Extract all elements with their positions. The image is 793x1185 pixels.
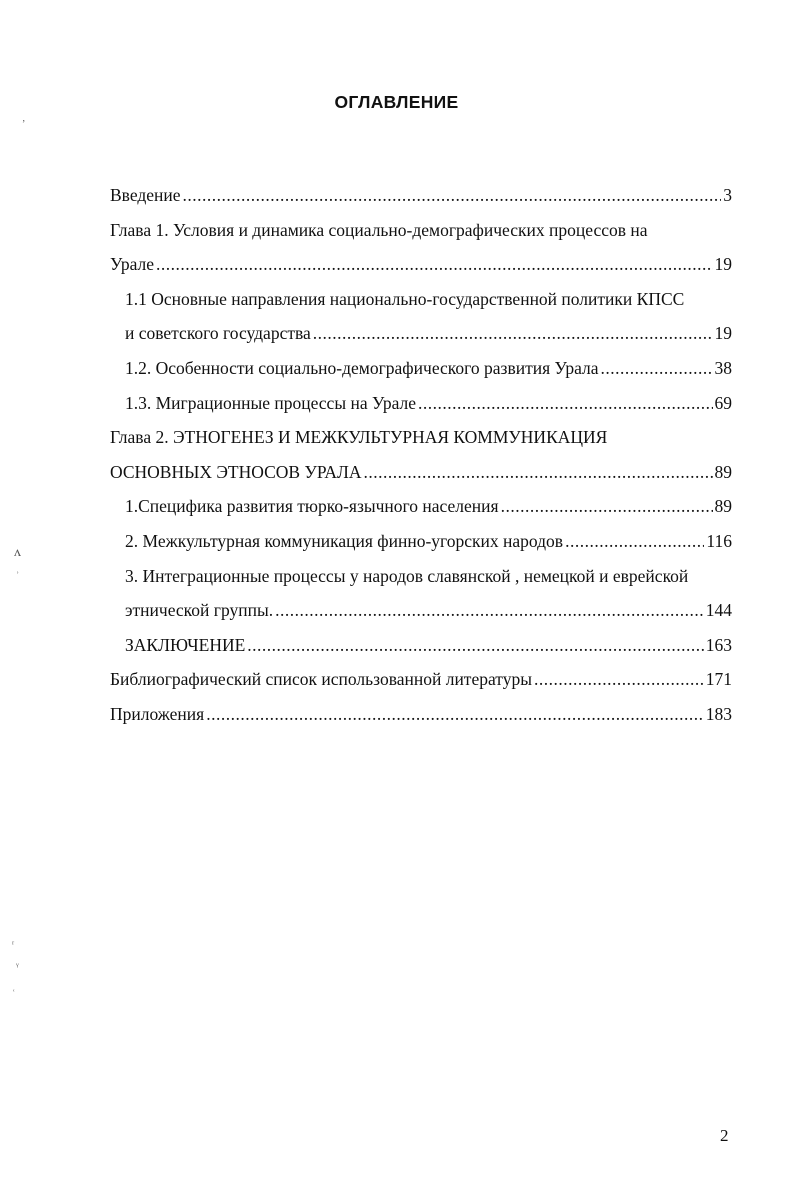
toc-entry-text: 1.2. Особенности социально-демографического развития Урала — [125, 357, 599, 378]
toc-entry-section-2-3-line1: 3. Интеграционные процессы у народов славянской , немецкой и еврейской — [125, 565, 689, 586]
dot-leader — [364, 455, 713, 490]
toc-page-number: 19 — [714, 254, 732, 275]
dot-leader — [418, 386, 713, 421]
dot-leader — [501, 489, 713, 524]
dot-leader — [313, 316, 713, 351]
scan-speck: ʼ — [22, 119, 26, 130]
toc-page-number: 163 — [705, 634, 732, 655]
toc-entry-section-2-1 — [110, 489, 732, 524]
toc-entry-section-2-3 — [110, 593, 732, 628]
toc-page-number: 38 — [714, 357, 732, 378]
scan-speck: ʾ — [16, 571, 20, 582]
toc-page-number: 183 — [705, 703, 732, 724]
toc-page-number: 3 — [723, 185, 732, 205]
toc-page-number: 19 — [714, 323, 732, 344]
page-title: ОГЛАВЛЕНИЕ — [334, 92, 459, 112]
dot-leader — [534, 662, 704, 697]
toc-entry-section-2-2 — [110, 524, 732, 559]
toc-entry-chapter-2 — [110, 455, 732, 490]
toc-page-number: 89 — [714, 496, 732, 517]
toc-entry-text: ЗАКЛЮЧЕНИЕ — [125, 634, 246, 655]
toc-entry-introduction — [110, 178, 732, 213]
dot-leader — [206, 697, 704, 732]
toc-entry-section-1-3 — [110, 386, 732, 421]
toc-entry-text: Урале — [110, 254, 155, 275]
dot-leader — [183, 178, 722, 213]
toc-entry-text: Введение — [110, 185, 181, 205]
toc-page-number: 89 — [714, 461, 732, 482]
toc-entry-section-1-2 — [110, 351, 732, 386]
toc-entry-conclusion — [110, 628, 732, 663]
toc-entry-text: 1.Специфика развития тюрко-язычного населения — [125, 496, 499, 517]
toc-page-number: 69 — [714, 392, 732, 413]
page-number: 2 — [720, 1126, 729, 1145]
dot-leader — [601, 351, 713, 386]
toc-page-number: 171 — [705, 669, 732, 690]
scan-speck: ʿ — [12, 989, 16, 1000]
table-of-contents — [110, 178, 732, 732]
toc-entry-text: 2. Межкультурная коммуникация финно-угорских народов — [125, 530, 564, 551]
dot-leader — [247, 628, 703, 663]
toc-entry-text: и советского государства — [125, 323, 311, 344]
toc-entry-section-1-1 — [110, 316, 732, 351]
dot-leader — [275, 593, 704, 628]
toc-entry-chapter-1 — [110, 247, 732, 282]
dot-leader — [565, 524, 704, 559]
dot-leader — [156, 247, 712, 282]
scan-speck: ʳ — [12, 939, 15, 950]
toc-entry-text: этнической группы. — [125, 600, 274, 621]
toc-page-number: 116 — [706, 530, 732, 551]
toc-entry-text: ОСНОВНЫХ ЭТНОСОВ УРАЛА — [110, 461, 362, 482]
toc-entry-text: 1.3. Миграционные процессы на Урале — [125, 392, 416, 413]
scan-speck: ᴧ — [14, 545, 21, 560]
toc-entry-appendices — [110, 697, 732, 732]
toc-entry-text: Приложения — [110, 703, 205, 724]
toc-entry-chapter-2-line1: Глава 2. ЭТНОГЕНЕЗ И МЕЖКУЛЬТУРНАЯ КОММУНИКАЦИЯ — [110, 427, 608, 448]
toc-page-number: 144 — [705, 600, 732, 621]
toc-entry-chapter-1-line1: Глава 1. Условия и динамика социально-демографических процессов на — [110, 219, 648, 240]
toc-entry-text: Библиографический список использованной литературы — [110, 669, 532, 690]
toc-entry-bibliography — [110, 662, 732, 697]
scan-speck: ᵞ — [16, 961, 19, 972]
toc-entry-section-1-1-line1: 1.1 Основные направления национально-государственной политики КПСС — [125, 288, 685, 309]
